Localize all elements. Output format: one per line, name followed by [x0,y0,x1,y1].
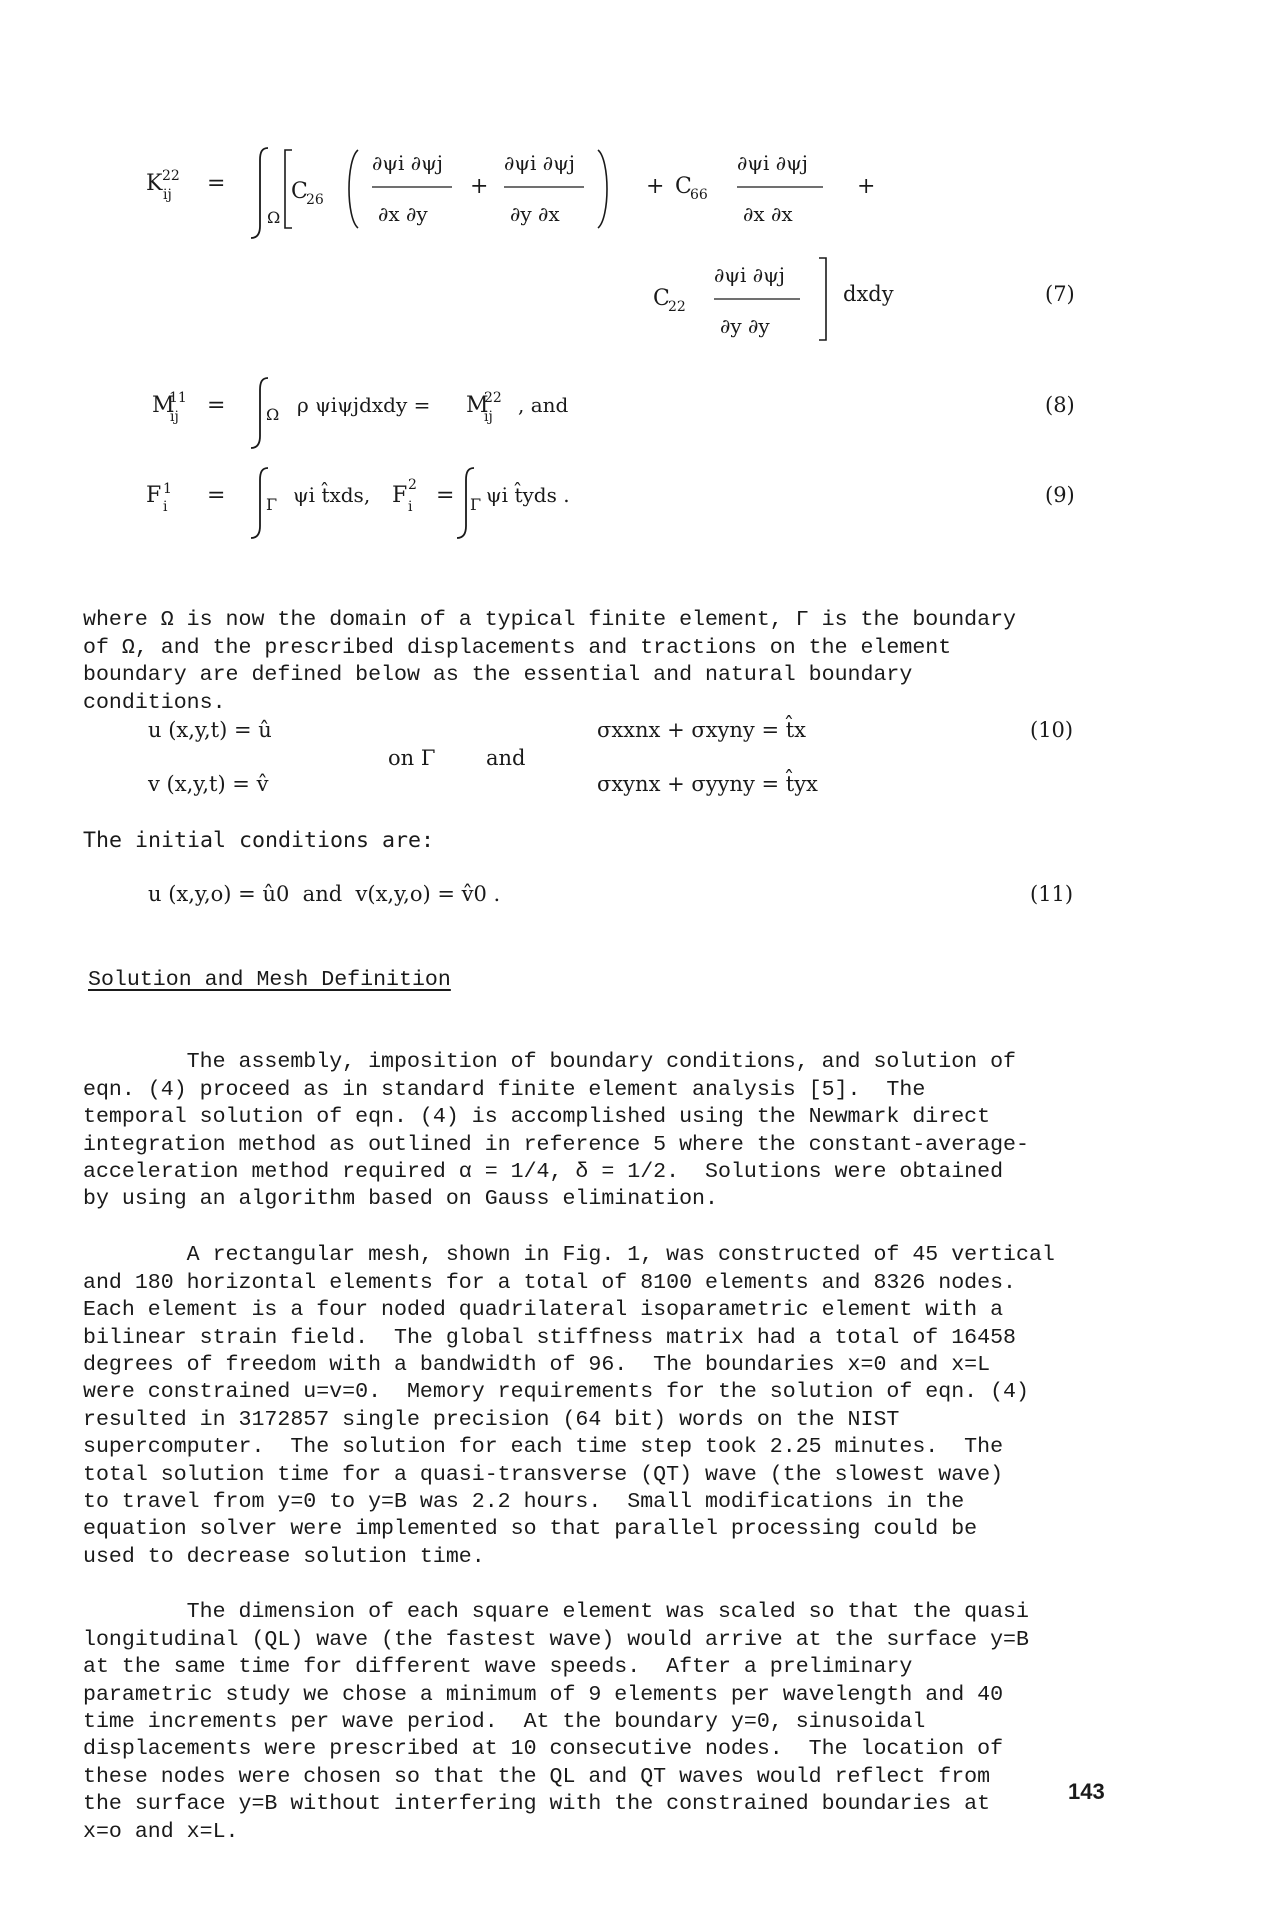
text-line: by using an algorithm based on Gauss elimination. [83,1187,718,1212]
text-line: total solution time for a quasi-transverse (QT) wave (the slowest wave) [83,1462,1004,1487]
eq9-f1-sub: i [163,499,168,515]
eq8-lhs-sup: 11 [169,390,187,406]
eq7-plus3: + [857,174,876,199]
eq7-c26-sub: 26 [306,192,324,208]
eq11-text: u (x,y,o) = û0 and v(x,y,o) = v̂0 . [148,882,501,906]
eq8-tail: , and [518,393,569,417]
eq10-u-line: u (x,y,t) = û [148,718,272,742]
text-line: A rectangular mesh, shown in Fig. 1, was constructed of 45 vertical [83,1243,1055,1268]
eq8-equals: = [207,393,226,418]
eq9-equals1: = [207,483,226,508]
eq8-rhs-sub: ij [484,409,493,425]
text-line: boundary are defined below as the essential and natural boundary [83,663,913,688]
eq7-c66: C [675,174,692,199]
eq7-c26: C [291,179,308,204]
eq7-lhs: K [146,171,163,196]
eq8-rhs: M [466,393,489,418]
eq7-frac4-num: ∂ψi ∂ψj [714,263,786,287]
eq8-lhs: M [152,393,175,418]
eq10-v-line: v (x,y,t) = v̂ [148,772,269,796]
text-line: conditions. [83,690,226,715]
eq10-sy-line: σxynx + σyyny = t̂yx [597,772,818,796]
eq9-integral-domain-2: Γ [470,495,482,514]
eq7-lhs-sup: 22 [162,168,180,184]
eq8-number: (8) [1045,393,1075,417]
eq7-dxdy: dxdy [843,282,894,306]
text-line: and 180 horizontal elements for a total of 8100 elements and 8326 nodes. [83,1270,1017,1295]
eq8-body: ρ ψiψjdxdy = [297,393,431,417]
text-line: degrees of freedom with a bandwidth of 96. The boundaries x=0 and x=L [83,1353,991,1378]
eq8-lhs-sub: ij [170,409,179,425]
text-line: of Ω, and the prescribed displacements and tractions on the element [83,635,952,660]
text-line: were constrained u=v=0. Memory requirements for the solution of eqn. (4) [83,1380,1029,1405]
eq9-body1: ψi t̂xds, [293,483,371,507]
eq7-frac3-den: ∂x ∂x [743,202,793,226]
eq7-frac2-den: ∂y ∂x [510,202,560,226]
text-line: The assembly, imposition of boundary conditions, and solution of [83,1050,1017,1075]
text-line: bilinear strain field. The global stiffness matrix had a total of 16458 [83,1325,1017,1350]
paragraph-1 [83,1022,1103,1241]
eq7-number: (7) [1045,282,1075,306]
eq9-integral-domain-1: Γ [266,495,278,514]
text-line: used to decrease solution time. [83,1544,485,1569]
text-line: to travel from y=0 to y=B was 2.2 hours. Small modifications in the [83,1490,965,1515]
eq10-number: (10) [1030,718,1074,742]
text-line: equation solver were implemented so that parallel processing could be [83,1517,978,1542]
text-line: integration method as outlined in reference 5 where the constant-average- [83,1132,1029,1157]
eq8-rhs-sup: 22 [484,390,502,406]
eq7-frac2-num: ∂ψi ∂ψj [504,151,576,175]
eq7-c66-sub: 66 [690,187,708,203]
eq7-integral-domain: Ω [267,208,281,227]
eq9-f1: F [146,483,162,508]
text-line: the surface y=B without interfering with the constrained boundaries at [83,1792,991,1817]
eq9-f2-sub: i [408,499,413,515]
text-line: The dimension of each square element was scaled so that the quasi [83,1600,1029,1625]
text-line: temporal solution of eqn. (4) is accomplished using the Newmark direct [83,1105,991,1130]
eq7-lhs-sub: ij [163,187,172,203]
eq9-f1-sup: 1 [163,481,172,497]
eq7-frac4-den: ∂y ∂y [720,314,770,338]
eq9-body2: ψi t̂yds . [486,483,570,507]
text-line: longitudinal (QL) wave (the fastest wave) would arrive at the surface y=B [83,1627,1029,1652]
eq9-f2-sup: 2 [408,477,417,493]
text-line: Each element is a four noded quadrilateral isoparametric element with a [83,1298,1004,1323]
eq7-plus2: + [646,174,665,199]
eq9-equals2: = [436,483,455,508]
eq10-and: and [486,746,526,770]
eq10-on-gamma: on Γ [388,746,436,770]
equation-9 [0,0,1268,560]
eq7-frac1-den: ∂x ∂y [378,202,428,226]
eq7-c22: C [653,286,670,311]
eq7-frac3-num: ∂ψi ∂ψj [737,151,809,175]
text-line: where Ω is now the domain of a typical finite element, Γ is the boundary [83,608,1017,633]
text-line: supercomputer. The solution for each time step took 2.25 minutes. The [83,1435,1004,1460]
eq7-c22-sub: 22 [668,299,686,315]
text-line: acceleration method required α = 1/4, δ = 1/2. Solutions were obtained [83,1160,1004,1185]
text-line: these nodes were chosen so that the QL and QT waves would reflect from [83,1764,991,1789]
section-heading: Solution and Mesh Definition [88,968,451,992]
eq7-equals: = [207,171,226,196]
paragraph-2 [83,1215,1103,1599]
text-line: at the same time for different wave speeds. After a preliminary [83,1655,913,1680]
text-line: x=o and x=L. [83,1819,239,1844]
eq10-sx-line: σxxnx + σxyny = t̂x [597,718,806,742]
text-line: eqn. (4) proceed as in standard finite element analysis [5]. The [83,1077,926,1102]
eq11-number: (11) [1030,882,1074,906]
eq7-frac1-num: ∂ψi ∂ψj [372,151,444,175]
text-line: resulted in 3172857 single precision (64 bit) words on the NIST [83,1407,900,1432]
paragraph-3 [83,1572,1103,1873]
eq7-plus1: + [470,174,489,199]
eq9-f2: F [392,483,408,508]
text-line: parametric study we chose a minimum of 9 elements per wavelength and 40 [83,1682,1004,1707]
text-line: time increments per wave period. At the boundary y=0, sinusoidal [83,1710,926,1735]
text-line: displacements were prescribed at 10 consecutive nodes. The location of [83,1737,1004,1762]
initial-conditions-label: The initial conditions are: [83,828,435,853]
page-number: 143 [1068,1779,1105,1804]
eq8-integral-domain: Ω [266,405,280,424]
eq9-number: (9) [1045,483,1075,507]
